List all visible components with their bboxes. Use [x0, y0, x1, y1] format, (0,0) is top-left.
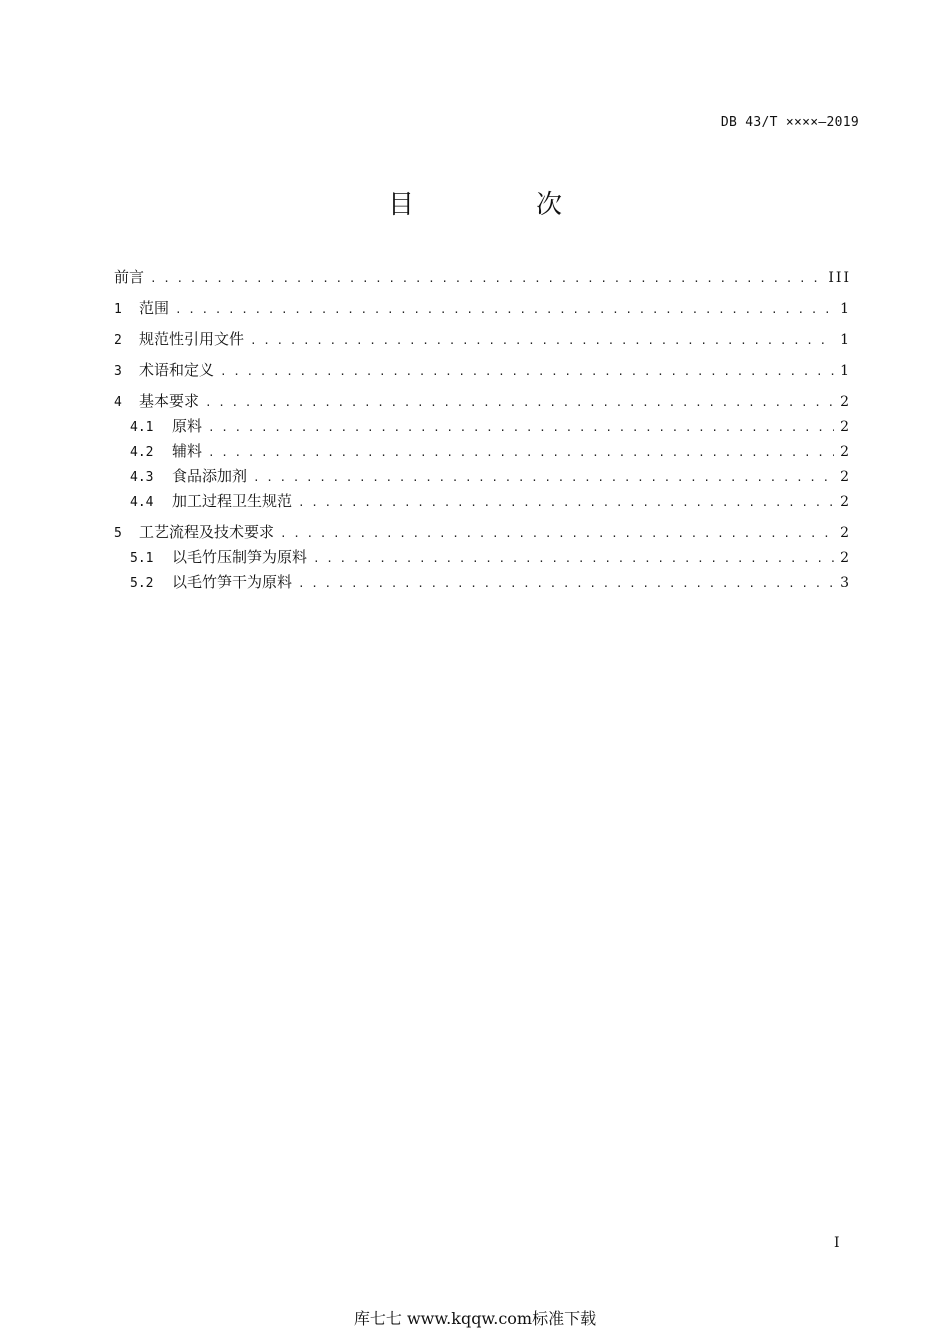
toc-entry-number: 4.1 [130, 420, 154, 435]
toc-entry-5-1[interactable] [114, 545, 851, 570]
toc-entry-page: 2 [840, 394, 851, 410]
toc-entry-number: 3 [114, 364, 122, 379]
toc-entry-label: 加工过程卫生规范 [172, 492, 293, 510]
standard-code: DB 43/T ××××—2019 [720, 115, 859, 130]
toc-entry-number: 5.1 [130, 551, 154, 566]
dot-leader [220, 359, 834, 384]
toc-entry-4-2[interactable] [114, 439, 851, 464]
dot-leader [150, 266, 822, 291]
toc-entry-number: 4 [114, 395, 122, 410]
toc-entry-4-3[interactable] [114, 464, 851, 489]
toc-entry-label: 前言 [114, 268, 145, 286]
toc-entry-page: 2 [840, 444, 851, 460]
footer-watermark-text: 库七七 www.kqqw.com标准下载 [353, 1309, 597, 1328]
toc-entry-page: 2 [840, 550, 851, 566]
toc-entry-page: 2 [840, 419, 851, 435]
toc-entry-number: 5.2 [130, 576, 154, 591]
toc-entry-number: 5 [114, 526, 122, 541]
toc-entry-label: 术语和定义 [139, 361, 215, 379]
dot-leader [280, 521, 834, 546]
dot-leader [250, 328, 834, 353]
toc-entry-label: 范围 [139, 299, 170, 317]
toc-entry-2[interactable] [114, 327, 851, 352]
toc-entry-page: 3 [840, 575, 851, 591]
toc-entry-number: 4.3 [130, 470, 154, 485]
toc-entry-label: 以毛竹压制笋为原料 [172, 548, 308, 566]
toc-entry-page: 1 [840, 301, 851, 317]
dot-leader [208, 440, 834, 465]
toc-entry-4[interactable] [114, 389, 851, 414]
toc-entry-label: 辅料 [172, 442, 203, 460]
toc-entry-5[interactable] [114, 520, 851, 545]
table-of-contents [114, 265, 851, 595]
toc-entry-number: 4.4 [130, 495, 154, 510]
toc-entry-number: 2 [114, 333, 122, 348]
toc-entry-label: 原料 [172, 417, 203, 435]
toc-entry-number: 1 [114, 302, 122, 317]
toc-entry-page: 2 [840, 525, 851, 541]
toc-entry-3[interactable] [114, 358, 851, 383]
toc-entry-label: 工艺流程及技术要求 [139, 523, 275, 541]
toc-entry-page: 2 [840, 469, 851, 485]
toc-entry-foreword[interactable] [114, 265, 851, 290]
toc-entry-label: 以毛竹笋干为原料 [172, 573, 293, 591]
dot-leader [175, 297, 834, 322]
dot-leader [298, 571, 834, 596]
toc-entry-page: 1 [840, 332, 851, 348]
toc-entry-label: 食品添加剂 [172, 467, 248, 485]
toc-entry-number: 4.2 [130, 445, 154, 460]
dot-leader [313, 546, 834, 571]
toc-entry-page: III [828, 270, 851, 286]
toc-entry-page: 2 [840, 494, 851, 510]
toc-entry-4-1[interactable] [114, 414, 851, 439]
toc-entry-label: 规范性引用文件 [139, 330, 245, 348]
toc-entry-page: 1 [840, 363, 851, 379]
page-title: 目 次 [387, 190, 610, 220]
dot-leader [208, 415, 834, 440]
dot-leader [253, 465, 834, 490]
dot-leader [298, 490, 834, 515]
toc-entry-4-4[interactable] [114, 489, 851, 514]
toc-entry-1[interactable] [114, 296, 851, 321]
page-number: I [834, 1235, 840, 1251]
dot-leader [205, 390, 834, 415]
toc-entry-label: 基本要求 [139, 392, 200, 410]
toc-entry-5-2[interactable] [114, 570, 851, 595]
